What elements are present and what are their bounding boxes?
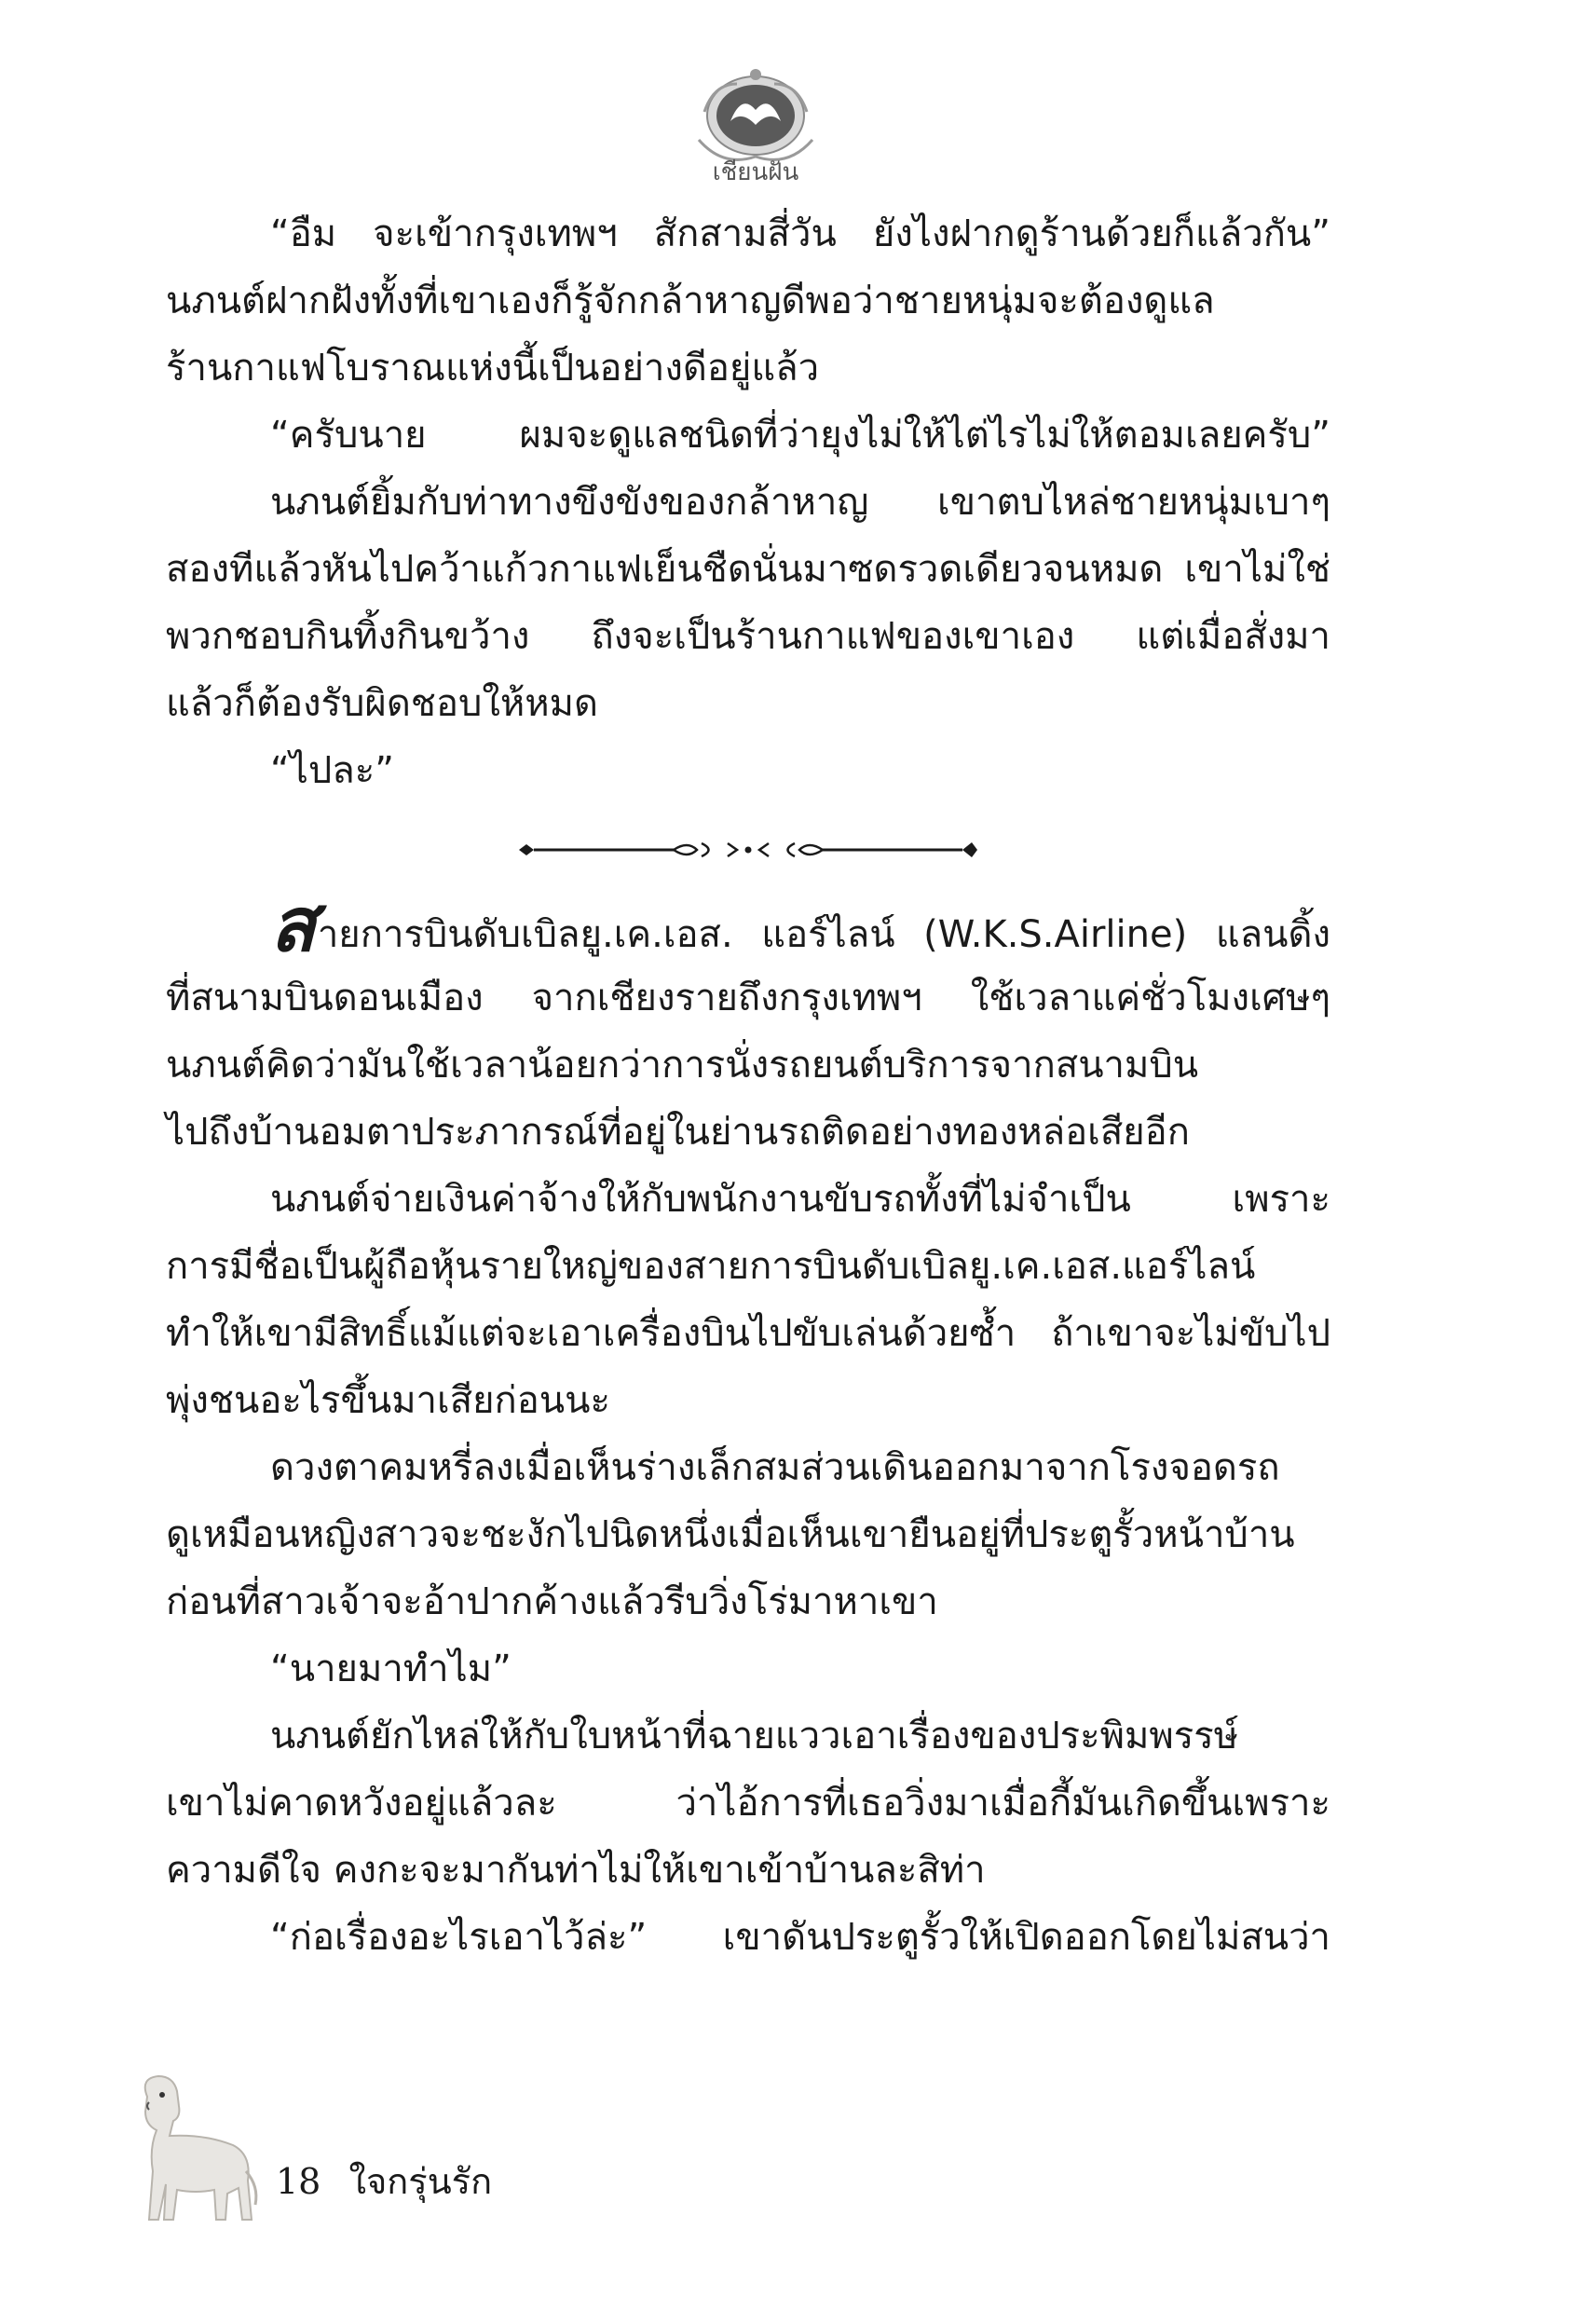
text-line: การมีชื่อเป็นผู้ถือหุ้นรายใหญ่ของสายการบินดับเบิลยู.เค.เอส.แอร์ไลน์ [166,1245,1256,1288]
paragraph-block-bottom [166,964,1330,1971]
section-divider [166,804,1330,897]
publisher-logo [686,56,825,186]
text-line: ดวงตาคมหรี่ลงเมื่อเห็นร่างเล็กสมส่วนเดินออกมาจากโรงจอดรถ [270,1446,1280,1489]
text-line: ทำให้เขามีสิทธิ์แม้แต่จะเอาเครื่องบินไปขับเล่นด้วยซ้ำ ถ้าเขาจะไม่ขับไป [166,1312,1330,1355]
text-line: นภนต์ฝากฝังทั้งที่เขาเองก็รู้จักกล้าหาญดีพอว่าชายหนุ่มจะต้องดูแล [166,280,1215,322]
dropcap-line-text: ายการบินดับเบิลยู.เค.เอส. แอร์ไลน์ (W.K.S.Airline) แลนดิ้ง [317,913,1330,956]
page-folio [276,2153,492,2209]
book-title: ใจกรุ่นรัก [348,2161,493,2202]
text-line: นภนต์จ่ายเงินค่าจ้างให้กับพนักงานขับรถทั้งที่ไม่จำเป็น เพราะ [270,1178,1330,1221]
text-line: เขาไม่คาดหวังอยู่แล้วละ ว่าไอ้การที่เธอวิ่งมาเมื่อกี้มันเกิดขึ้นเพราะ [166,1782,1330,1825]
dropcap-letter: ส [270,882,316,968]
text-line: ที่สนามบินดอนเมือง จากเชียงรายถึงกรุงเทพฯ ใช้เวลาแค่ชั่วโมงเศษๆ [166,977,1330,1019]
text-line: ก่อนที่สาวเจ้าจะอ้าปากค้างแล้วรีบวิ่งโร่มาหาเขา [166,1580,938,1623]
text-line: แล้วก็ต้องรับผิดชอบให้หมด [166,682,598,725]
text-line: “ครับนาย ผมจะดูแลชนิดที่ว่ายุงไม่ให้ไต่ไรไม่ให้ตอมเลยครับ” [270,414,1330,457]
text-line: “นายมาทำไม” [270,1648,512,1690]
paragraph-block-top [166,200,1330,804]
text-line: นภนต์ยักไหล่ให้กับใบหน้าที่ฉายแววเอาเรื่องของประพิมพรรษ์ [270,1715,1239,1757]
text-line: สองทีแล้วหันไปคว้าแก้วกาแฟเย็นชืดนั่นมาซดรวดเดียวจนหมด เขาไม่ใช่ [166,548,1330,591]
page-number: 18 [276,2161,321,2202]
text-line: พวกชอบกินทิ้งกินขว้าง ถึงจะเป็นร้านกาแฟของเขาเอง แต่เมื่อสั่งมา [166,615,1330,658]
page-footer [0,2069,652,2255]
body-text [166,200,1330,1971]
dropcap-line [166,882,1330,968]
text-line: ร้านกาแฟโบราณแห่งนี้เป็นอย่างดีอยู่แล้ว [166,347,820,390]
text-line: ไปถึงบ้านอมตาประภากรณ์ที่อยู่ในย่านรถติดอย่างทองหล่อเสียอีก [166,1111,1190,1154]
text-line: พุ่งชนอะไรขึ้นมาเสียก่อนนะ [166,1379,610,1422]
text-line: “ไปละ” [270,749,394,792]
logo-text: เชียนฝัน [712,158,799,186]
text-line: “ก่อเรื่องอะไรเอาไว้ล่ะ” เขาดันประตูรั้วให้เปิดออกโดยไม่สนว่า [270,1916,1330,1959]
text-line: “อืม จะเข้ากรุงเทพฯ สักสามสี่วัน ยังไงฝากดูร้านด้วยก็แล้วกัน” [270,212,1330,255]
text-line: นภนต์ยิ้มกับท่าทางขึงขังของกล้าหาญ เขาตบไหล่ชายหนุ่มเบาๆ [270,481,1330,524]
ornament-divider-icon [515,836,981,864]
text-line: ความดีใจ คงกะจะมากันท่าไม่ให้เขาเข้าบ้านละสิท่า [166,1849,986,1892]
dog-illustration-icon [112,2069,261,2227]
text-line: ดูเหมือนหญิงสาวจะชะงักไปนิดหนึ่งเมื่อเห็นเขายืนอยู่ที่ประตูรั้วหน้าบ้าน [166,1513,1295,1556]
text-line: นภนต์คิดว่ามันใช้เวลาน้อยกว่าการนั่งรถยนต์บริการจากสนามบิน [166,1044,1199,1087]
